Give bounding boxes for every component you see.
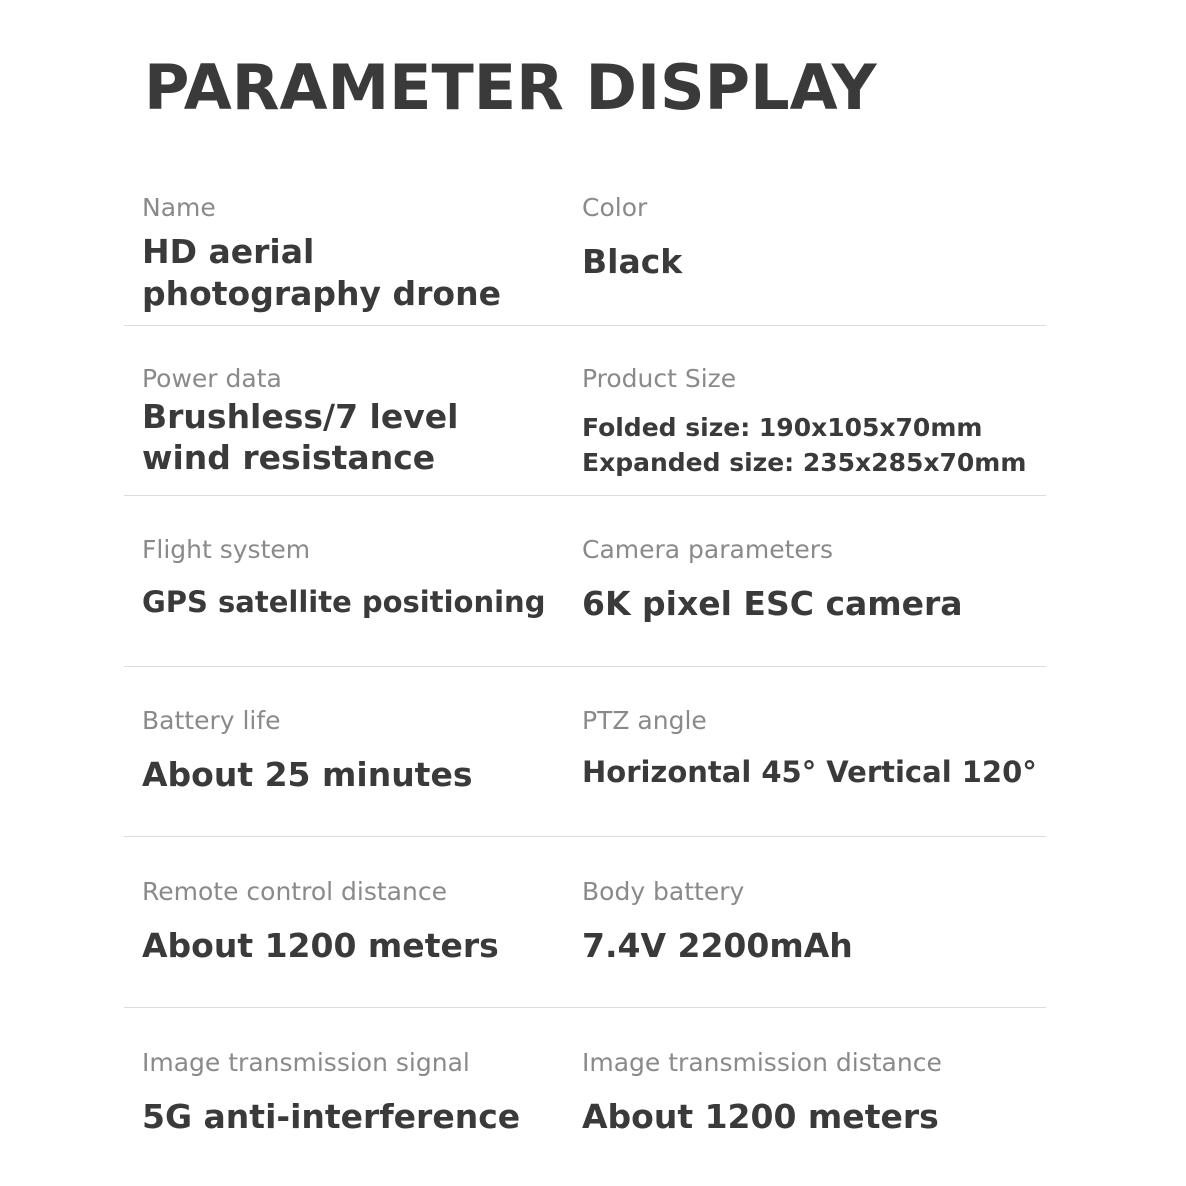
param-label: Color	[582, 193, 648, 222]
param-flight-system	[142, 535, 572, 619]
param-product-size	[582, 364, 1042, 477]
row-divider	[124, 325, 1046, 326]
row-divider	[124, 666, 1046, 667]
param-image-transmission-distance	[582, 1048, 1042, 1136]
param-label: Product Size	[582, 364, 737, 393]
row-divider	[124, 836, 1046, 837]
param-camera-parameters	[582, 535, 1042, 623]
param-battery-life	[142, 706, 572, 794]
param-ptz-angle	[582, 706, 1042, 789]
row-divider	[124, 1007, 1046, 1008]
param-value: Horizontal 45° Vertical 120°	[582, 755, 1037, 789]
param-power-data	[142, 364, 572, 477]
param-color	[582, 193, 1042, 281]
param-label: Image transmission signal	[142, 1048, 470, 1077]
param-value: 7.4V 2200mAh	[582, 926, 853, 965]
param-image-transmission-signal	[142, 1048, 572, 1136]
param-label: Battery life	[142, 706, 281, 735]
param-remote-control-distance	[142, 877, 572, 965]
param-value: Black	[582, 242, 683, 281]
param-value-line1: HD aerial	[142, 232, 315, 271]
param-value: About 1200 meters	[582, 1097, 939, 1136]
param-value-line1: Brushless/7 level	[142, 397, 459, 436]
param-value: GPS satellite positioning	[142, 585, 546, 619]
param-label: Flight system	[142, 535, 311, 564]
param-label: Camera parameters	[582, 535, 834, 564]
param-label: Power data	[142, 364, 282, 393]
param-label: PTZ angle	[582, 706, 707, 735]
param-value: About 1200 meters	[142, 926, 499, 965]
page-title: PARAMETER DISPLAY	[144, 51, 877, 124]
param-value: 6K pixel ESC camera	[582, 584, 963, 623]
param-label: Image transmission distance	[582, 1048, 942, 1077]
param-value-line1: Folded size: 190x105x70mm	[582, 413, 983, 442]
row-divider	[124, 495, 1046, 496]
param-value: 5G anti-interference	[142, 1097, 521, 1136]
param-value-line2: Expanded size: 235x285x70mm	[582, 448, 1027, 477]
param-name	[142, 193, 572, 313]
param-value: About 25 minutes	[142, 755, 473, 794]
param-label: Remote control distance	[142, 877, 447, 906]
param-value-line2: photography drone	[142, 274, 501, 313]
param-value-line2: wind resistance	[142, 438, 436, 477]
param-label: Body battery	[582, 877, 745, 906]
param-label: Name	[142, 193, 216, 222]
param-body-battery	[582, 877, 1042, 965]
